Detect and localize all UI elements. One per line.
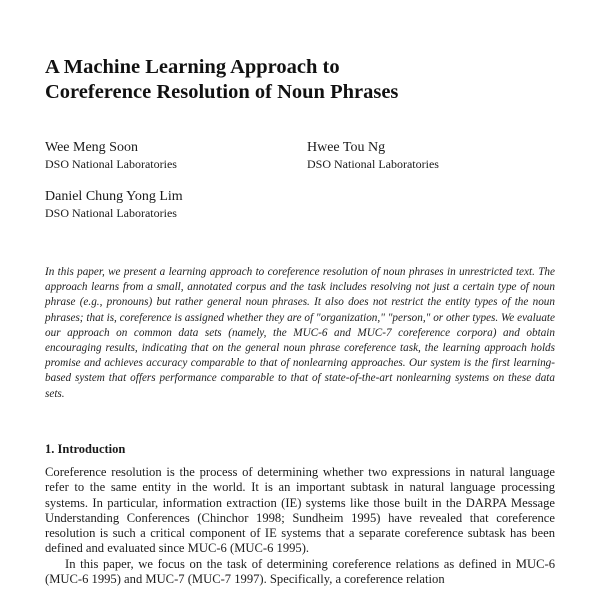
author-block-1 <box>45 139 177 173</box>
author-block-2 <box>307 139 439 173</box>
paper-title-line-1: A Machine Learning Approach to <box>45 56 340 78</box>
author-affiliation: DSO National Laboratories <box>307 157 439 171</box>
abstract-text: In this paper, we present a learning approach to coreference resolution of noun phrases in unrestricted text. The approach learns from a small, annotated corpus and the task includes resolving not just a certain type of noun phrase (e.g., pronouns) but rather general noun phrases. It also does not restrict the entity types of the noun phrases; that is, coreference is assigned whether they are of "organization," "person," or other types. We evaluate our approach on common data sets (namely, the MUC-6 and MUC-7 coreference corpora) and obtain encouraging results, indicating that on the general noun phrase coreference task, the learning approach holds promise and achieves accuracy comparable to that of nonlearning approaches. Our system is the first learning-based system that offers performance comparable to that of state-of-the-art nonlearning systems on these data sets. <box>45 266 555 400</box>
author-name: Wee Meng Soon <box>45 140 138 155</box>
paper-title-line-2: Coreference Resolution of Noun Phrases <box>45 81 399 103</box>
author-name: Daniel Chung Yong Lim <box>45 189 183 204</box>
body-paragraph-1: Coreference resolution is the process of determining whether two expressions in natural language refer to the same entity in the world. It is an important subtask in natural language processing systems. In particular, information extraction (IE) systems like those built in the DARPA Message Understanding Conferences (Chinchor 1998; Sundheim 1995) have revealed that coreference resolution is such a critical component of IE systems that a separate coreference subtask has been defined and evaluated since MUC-6 (MUC-6 1995). <box>45 465 555 556</box>
author-name: Hwee Tou Ng <box>307 140 386 155</box>
body-paragraph-2: In this paper, we focus on the task of determining coreference relations as defined in MUC-6 (MUC-6 1995) and MUC-7 (MUC-7 1997). Specifically, a coreference relation <box>45 556 555 587</box>
section-heading-introduction: 1. Introduction <box>45 442 126 456</box>
author-block-3 <box>45 188 183 222</box>
author-affiliation: DSO National Laboratories <box>45 206 177 220</box>
author-affiliation: DSO National Laboratories <box>45 157 177 171</box>
introduction-body <box>45 465 555 587</box>
paper-title <box>45 55 565 105</box>
